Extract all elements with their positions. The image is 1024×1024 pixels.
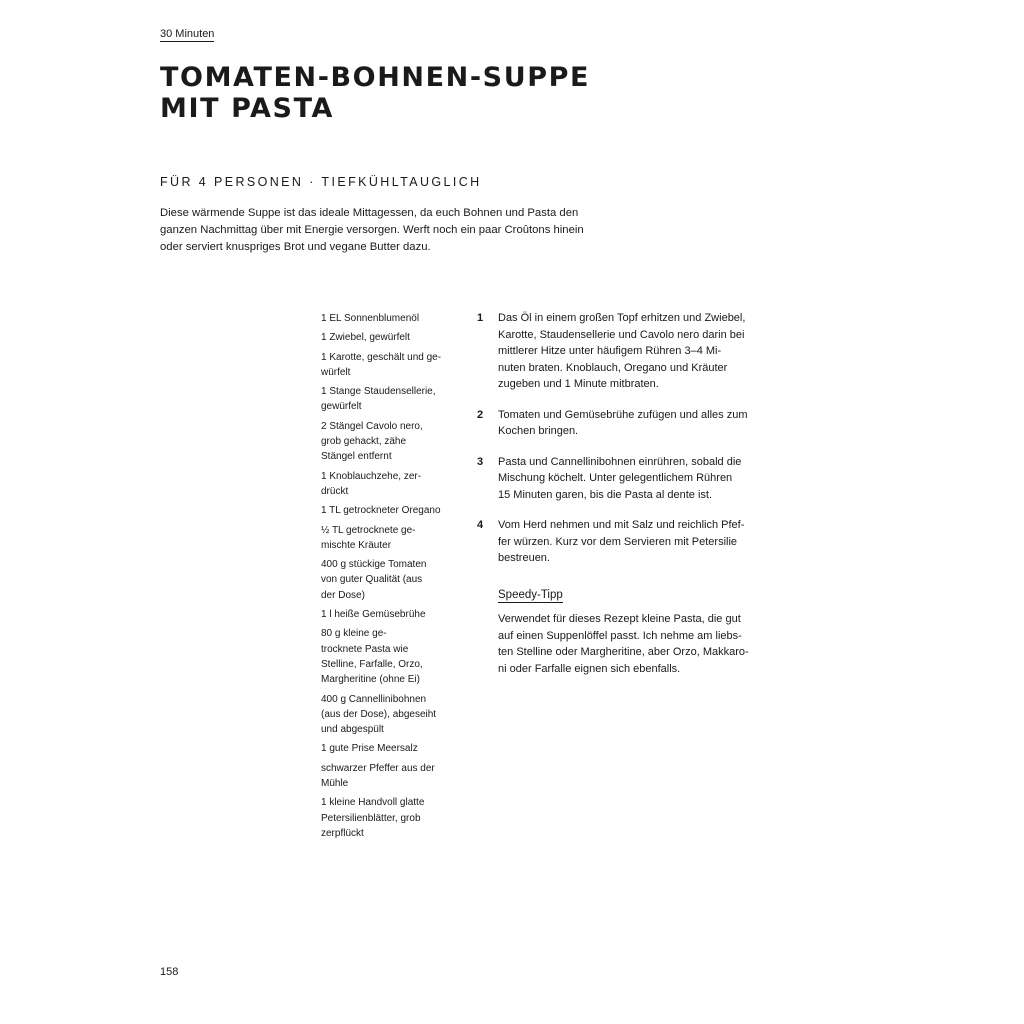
ingredient-item bbox=[321, 557, 466, 603]
tip-line: Verwendet für dieses Rezept kleine Pasta, die gut bbox=[498, 613, 741, 625]
ingredient-line: Petersilienblätter, grob bbox=[321, 812, 421, 824]
step-text bbox=[498, 407, 787, 440]
tip-line: ni oder Farfalle eignen sich ebenfalls. bbox=[498, 662, 681, 675]
step-text bbox=[498, 517, 787, 567]
step-line: bestreuen. bbox=[498, 552, 550, 564]
step-text bbox=[498, 310, 787, 393]
step-item bbox=[477, 310, 787, 393]
step-line: nuten braten. Knoblauch, Oregano und Kräuter bbox=[498, 361, 728, 374]
chapter-tag: 30 Minuten bbox=[160, 28, 215, 40]
tip-heading: Speedy-Tipp bbox=[498, 589, 563, 601]
ingredient-line: 1 gute Prise Meersalz bbox=[321, 743, 418, 755]
ingredient-line: drückt bbox=[321, 485, 349, 497]
step-number: 2 bbox=[477, 408, 484, 421]
ingredient-line: der Dose) bbox=[321, 589, 365, 601]
ingredient-item bbox=[321, 503, 466, 518]
ingredient-line: von guter Qualität (aus bbox=[321, 574, 423, 586]
ingredient-line: Margheritine (ohne Ei) bbox=[321, 674, 420, 686]
ingredient-line: mischte Kräuter bbox=[321, 539, 392, 551]
ingredient-item bbox=[321, 350, 466, 381]
step-line: fer würzen. Kurz vor dem Servieren mit Petersilie bbox=[498, 535, 738, 548]
ingredient-line: zerpflückt bbox=[321, 827, 364, 839]
ingredient-line: Stängel entfernt bbox=[321, 451, 392, 463]
title-line: MIT PASTA bbox=[160, 93, 335, 124]
ingredient-line: ½ TL getrocknete ge- bbox=[321, 524, 416, 536]
ingredient-line: gewürfelt bbox=[321, 401, 362, 413]
step-line: 15 Minuten garen, bis die Pasta al dente ist. bbox=[498, 488, 713, 501]
ingredient-item bbox=[321, 523, 466, 554]
step-line: Das Öl in einem großen Topf erhitzen und Zwiebel, bbox=[498, 312, 746, 324]
ingredient-line: 1 EL Sonnenblumenöl bbox=[321, 313, 420, 324]
ingredient-line: und abgespült bbox=[321, 724, 384, 736]
ingredient-item bbox=[321, 469, 466, 500]
ingredient-line: 1 Zwiebel, gewürfelt bbox=[321, 332, 410, 344]
ingredient-line: 1 Stange Staudensellerie, bbox=[321, 386, 436, 398]
ingredient-item bbox=[321, 741, 466, 756]
steps-list bbox=[477, 310, 787, 581]
ingredient-line: 80 g kleine ge- bbox=[321, 628, 387, 640]
ingredient-item bbox=[321, 607, 466, 622]
intro-line: oder serviert knuspriges Brot und vegane Butter dazu. bbox=[160, 241, 431, 253]
ingredient-line: Stelline, Farfalle, Orzo, bbox=[321, 658, 423, 670]
ingredient-line: trocknete Pasta wie bbox=[321, 643, 409, 655]
step-number: 4 bbox=[477, 519, 484, 531]
ingredient-item bbox=[321, 626, 466, 687]
ingredient-line: 1 kleine Handvoll glatte bbox=[321, 797, 425, 809]
step-line: Mischung köchelt. Unter gelegentlichem Rühren bbox=[498, 472, 733, 484]
servings-info: FÜR 4 PERSONEN · TIEFKÜHLTAUGLICH bbox=[160, 175, 482, 189]
step-line: Vom Herd nehmen und mit Salz und reichlich Pfef- bbox=[498, 519, 745, 531]
step-item bbox=[477, 407, 787, 440]
ingredient-line: 2 Stängel Cavolo nero, bbox=[321, 420, 423, 432]
intro-line: Diese wärmende Suppe ist das ideale Mittagessen, da euch Bohnen und Pasta den bbox=[160, 207, 579, 219]
step-item bbox=[477, 454, 787, 504]
ingredient-item bbox=[321, 330, 466, 345]
step-text bbox=[498, 454, 787, 504]
ingredients-list bbox=[321, 311, 466, 845]
tip-body bbox=[498, 611, 788, 677]
ingredient-item bbox=[321, 384, 466, 415]
step-line: zugeben und 1 Minute mitbraten. bbox=[498, 378, 659, 390]
step-line: mittlerer Hitze unter häufigem Rühren 3–4 Mi- bbox=[498, 345, 722, 357]
ingredient-line: 1 TL getrockneter Oregano bbox=[321, 505, 441, 517]
ingredient-line: 400 g Cannellinibohnen bbox=[321, 693, 427, 705]
ingredient-line: (aus der Dose), abgeseiht bbox=[321, 708, 437, 720]
recipe-title bbox=[160, 62, 590, 124]
ingredient-item bbox=[321, 419, 466, 465]
ingredient-line: 1 Karotte, geschält und ge- bbox=[321, 351, 442, 363]
step-item bbox=[477, 517, 787, 567]
step-number: 1 bbox=[477, 312, 484, 324]
page-number: 158 bbox=[160, 966, 179, 978]
ingredient-line: Mühle bbox=[321, 778, 349, 790]
intro-paragraph bbox=[160, 205, 620, 256]
ingredient-item bbox=[321, 795, 466, 841]
ingredient-item bbox=[321, 692, 466, 738]
tip-line: auf einen Suppenlöffel passt. Ich nehme am liebs- bbox=[498, 629, 742, 642]
step-number: 3 bbox=[477, 455, 484, 468]
ingredient-line: würfelt bbox=[321, 366, 351, 378]
ingredient-line: 1 Knoblauchzehe, zer- bbox=[321, 470, 422, 482]
ingredient-line: schwarzer Pfeffer aus der bbox=[321, 762, 435, 774]
step-line: Karotte, Staudensellerie und Cavolo nero darin bei bbox=[498, 328, 745, 341]
ingredient-item bbox=[321, 761, 466, 792]
title-line: TOMATEN-BOHNEN-SUPPE bbox=[160, 62, 591, 93]
ingredient-line: grob gehackt, zähe bbox=[321, 436, 407, 448]
step-line: Pasta und Cannellinibohnen einrühren, sobald die bbox=[498, 455, 742, 468]
ingredient-line: 400 g stückige Tomaten bbox=[321, 559, 427, 571]
step-line: Kochen bringen. bbox=[498, 425, 579, 437]
step-line: Tomaten und Gemüsebrühe zufügen und alles zum bbox=[498, 408, 748, 421]
ingredient-line: 1 l heiße Gemüsebrühe bbox=[321, 609, 426, 621]
intro-line: ganzen Nachmittag über mit Energie versorgen. Werft noch ein paar Croûtons hinein bbox=[160, 224, 584, 236]
ingredient-item bbox=[321, 311, 466, 326]
tip-line: ten Stelline oder Margheritine, aber Orzo, Makkaro- bbox=[498, 646, 749, 658]
